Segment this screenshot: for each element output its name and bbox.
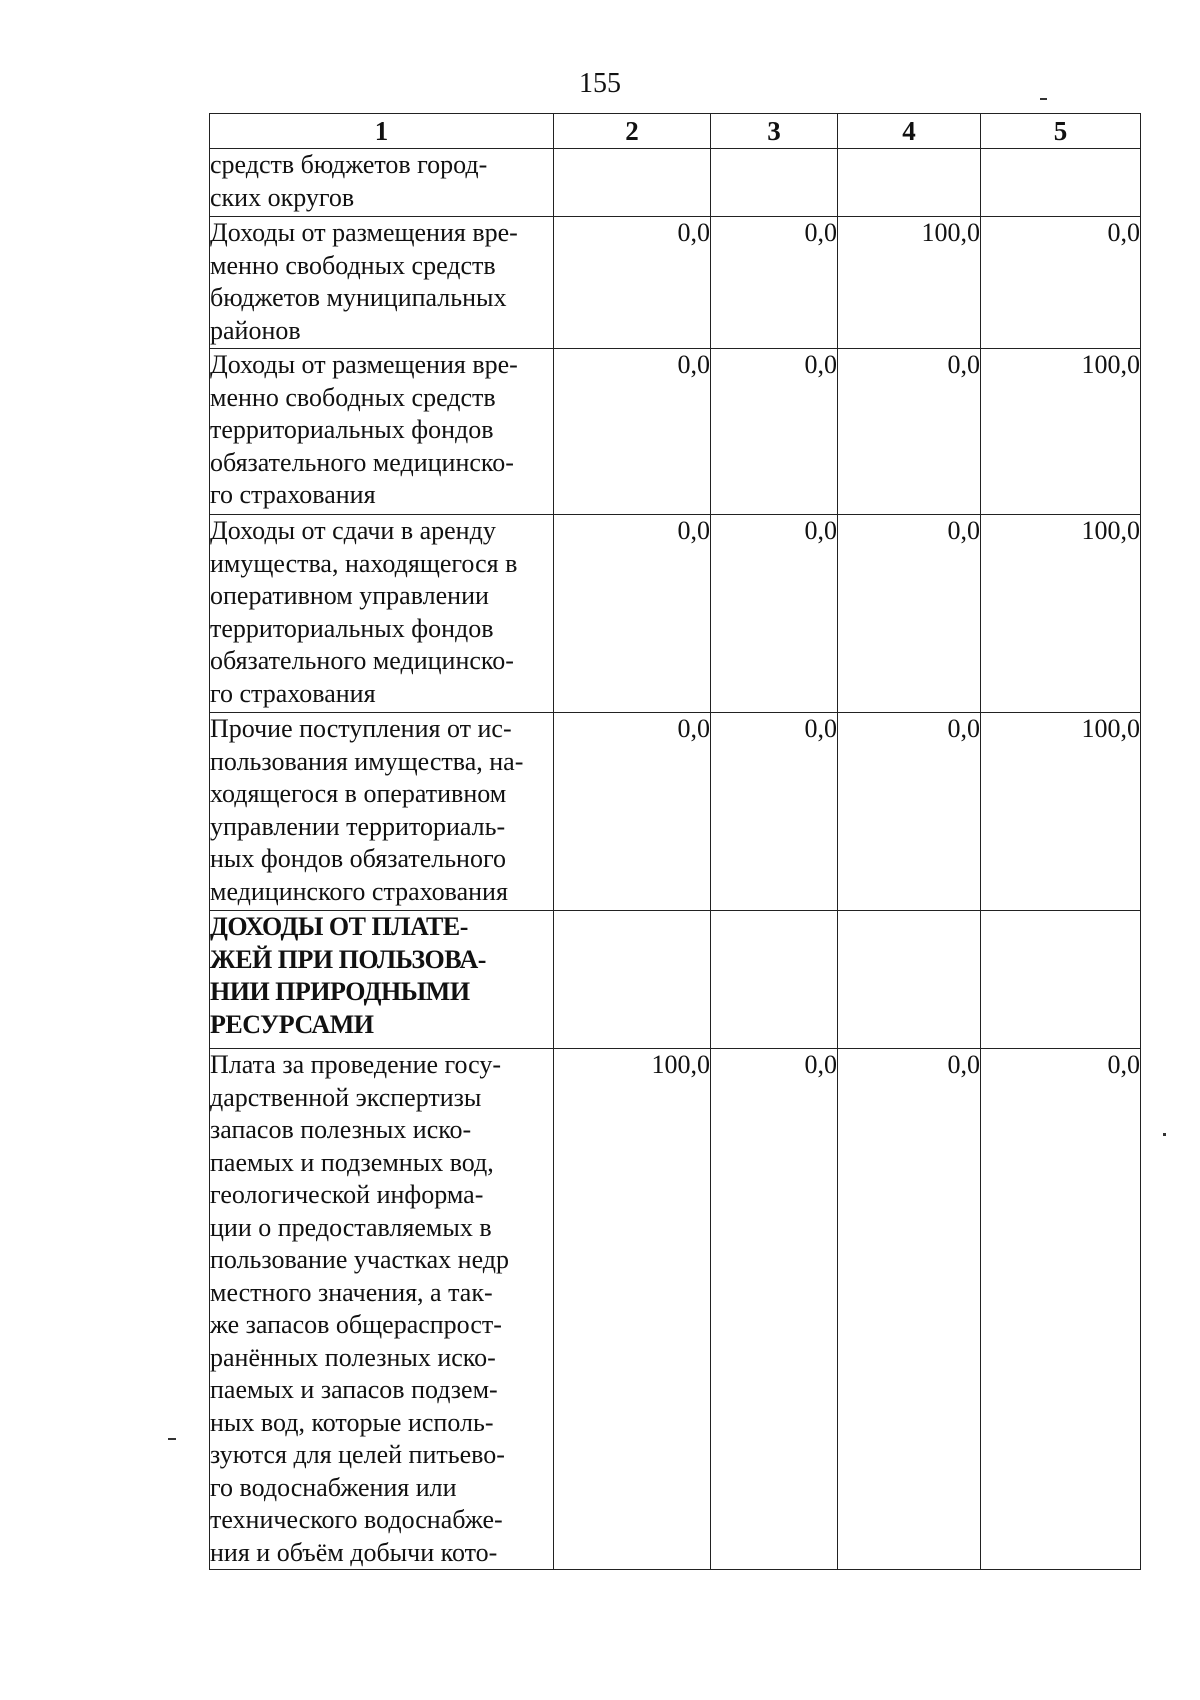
table-row: [210, 349, 1141, 515]
column-header-2: 2: [554, 114, 711, 149]
table-row: [210, 149, 1141, 217]
row-label: Доходы от размещения вре- менно свободных средств территориальных фондов обязательного медицинско- го страхования: [210, 349, 554, 515]
cell-value-col3: [711, 911, 838, 1049]
column-header-4: 4: [838, 114, 981, 149]
cell-value-col4: 0,0: [838, 713, 981, 911]
cell-value-col4: 100,0: [838, 217, 981, 349]
cell-value-col3: 0,0: [711, 349, 838, 515]
column-header-1: 1: [210, 114, 554, 149]
scan-speck: [168, 1438, 176, 1440]
cell-value-col4: 0,0: [838, 1049, 981, 1570]
cell-value-col4: 0,0: [838, 349, 981, 515]
cell-value-col4: 0,0: [838, 515, 981, 713]
cell-value-col2: [554, 911, 711, 1049]
page-number: 155: [579, 68, 621, 99]
scan-speck: [1040, 98, 1047, 100]
cell-value-col3: 0,0: [711, 713, 838, 911]
cell-value-col3: 0,0: [711, 217, 838, 349]
cell-value-col5: 100,0: [981, 349, 1141, 515]
table-header-row: [210, 114, 1141, 149]
revenue-table: [209, 113, 1141, 1570]
cell-value-col5: [981, 149, 1141, 217]
row-label: Прочие поступления от ис- пользования имущества, на- ходящегося в оперативном управлении территориаль- ных фондов обязательного медицинского страхования: [210, 713, 554, 911]
cell-value-col5: 0,0: [981, 217, 1141, 349]
cell-value-col3: 0,0: [711, 1049, 838, 1570]
cell-value-col5: 100,0: [981, 713, 1141, 911]
cell-value-col2: [554, 149, 711, 217]
table-section-row: [210, 911, 1141, 1049]
table-row: [210, 217, 1141, 349]
cell-value-col2: 0,0: [554, 515, 711, 713]
cell-value-col3: [711, 149, 838, 217]
cell-value-col5: 0,0: [981, 1049, 1141, 1570]
table-row: [210, 713, 1141, 911]
cell-value-col5: [981, 911, 1141, 1049]
scan-speck: [1163, 1133, 1166, 1136]
section-heading: ДОХОДЫ ОТ ПЛАТЕ- ЖЕЙ ПРИ ПОЛЬЗОВА- НИИ ПРИРОДНЫМИ РЕСУРСАМИ: [210, 911, 554, 1049]
column-header-5: 5: [981, 114, 1141, 149]
cell-value-col3: 0,0: [711, 515, 838, 713]
cell-value-col2: 0,0: [554, 349, 711, 515]
table-row: [210, 1049, 1141, 1570]
row-label: Доходы от размещения вре- менно свободных средств бюджетов муниципальных районов: [210, 217, 554, 349]
table-row: [210, 515, 1141, 713]
cell-value-col4: [838, 911, 981, 1049]
cell-value-col5: 100,0: [981, 515, 1141, 713]
row-label: средств бюджетов город- ских округов: [210, 149, 554, 217]
row-label: Доходы от сдачи в аренду имущества, находящегося в оперативном управлении территориальных фондов обязательного медицинско- го страхования: [210, 515, 554, 713]
cell-value-col4: [838, 149, 981, 217]
cell-value-col2: 0,0: [554, 713, 711, 911]
cell-value-col2: 100,0: [554, 1049, 711, 1570]
cell-value-col2: 0,0: [554, 217, 711, 349]
column-header-3: 3: [711, 114, 838, 149]
row-label: Плата за проведение госу- дарственной экспертизы запасов полезных иско- паемых и подземных вод, геологической информа- ции о предоставляемых в пользование участках недр местного значения, а так- же запасов общераспрост- ранённых полезных иско- паемых и запасов подзем- ных вод, которые исполь- зуются для целей питьево- го водоснабжения или технического водоснабже- ния и объём добычи кото-: [210, 1049, 554, 1570]
